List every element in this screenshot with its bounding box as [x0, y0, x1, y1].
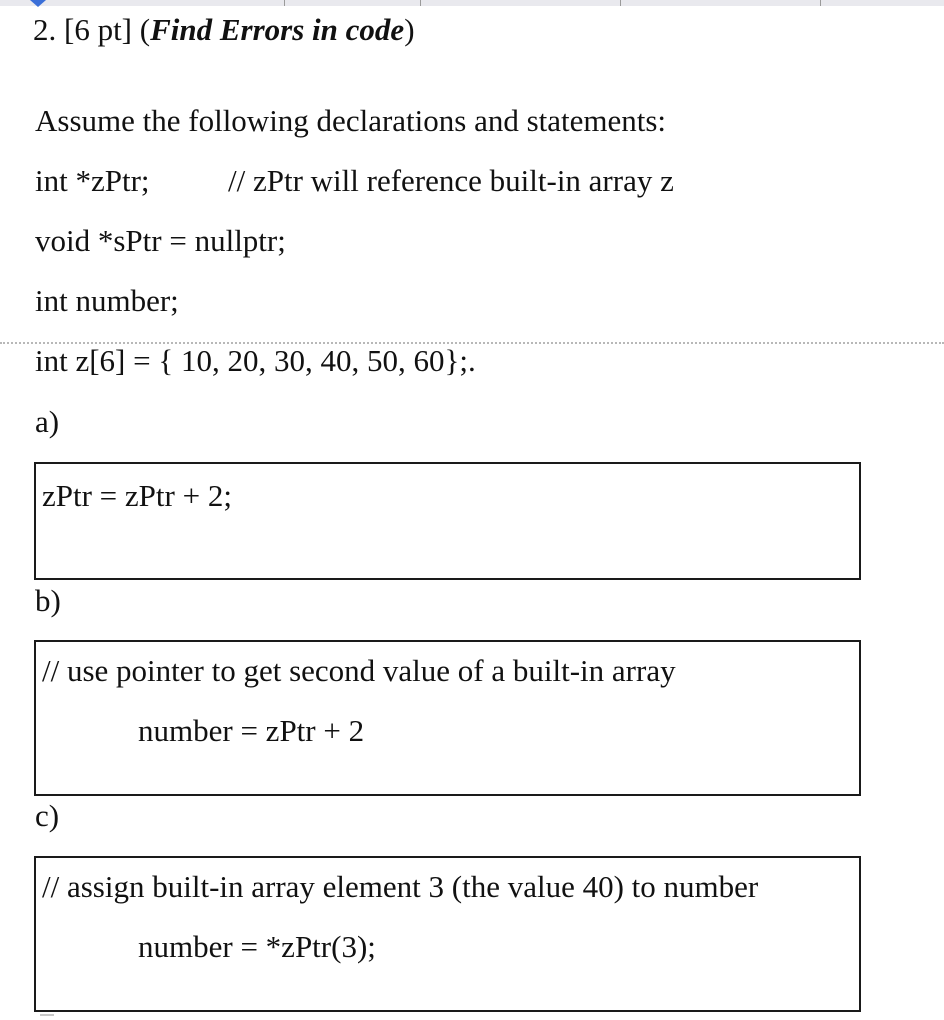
question-points: [6 pt]: [64, 12, 133, 47]
code-line: number = *zPtr(3);: [138, 929, 376, 964]
question-number: 2.: [33, 12, 57, 47]
part-a-code-box: [34, 462, 861, 580]
part-b-code-box: [34, 640, 861, 796]
part-c-code-box: [34, 856, 861, 1012]
declaration-line: [35, 163, 674, 199]
declaration-code: int *zPtr;: [35, 163, 150, 198]
part-c-label: c): [35, 798, 60, 833]
question-title: Find Errors in code: [150, 12, 405, 47]
code-comment-line: // use pointer to get second value of a built-in array: [42, 653, 676, 688]
code-comment-line: // assign built-in array element 3 (the value 40) to number: [42, 869, 759, 904]
page-bottom-mark: [40, 1014, 54, 1016]
code-line: number = zPtr + 2: [138, 713, 365, 748]
intro-text: Assume the following declarations and statements:: [35, 103, 667, 138]
rule-tick: [420, 0, 421, 6]
declaration-code: int z[6] = { 10, 20, 30, 40, 50, 60};.: [35, 343, 476, 378]
declaration-line: [35, 343, 476, 379]
declaration-code: void *sPtr = nullptr;: [35, 223, 286, 258]
top-page-rule: [0, 0, 944, 6]
question-heading: 2. [6 pt] (Find Errors in code): [33, 12, 415, 47]
part-b-label: b): [35, 583, 61, 618]
rule-tick: [620, 0, 621, 6]
declaration-code: int number;: [35, 283, 179, 318]
rule-tick: [284, 0, 285, 6]
declaration-line: [35, 223, 286, 259]
declaration-comment: // zPtr will reference built-in array z: [228, 163, 674, 198]
part-a-label: a): [35, 404, 60, 439]
page-marker-icon: [30, 0, 46, 7]
declaration-line: [35, 283, 179, 319]
code-line: zPtr = zPtr + 2;: [42, 478, 232, 513]
rule-tick: [820, 0, 821, 6]
